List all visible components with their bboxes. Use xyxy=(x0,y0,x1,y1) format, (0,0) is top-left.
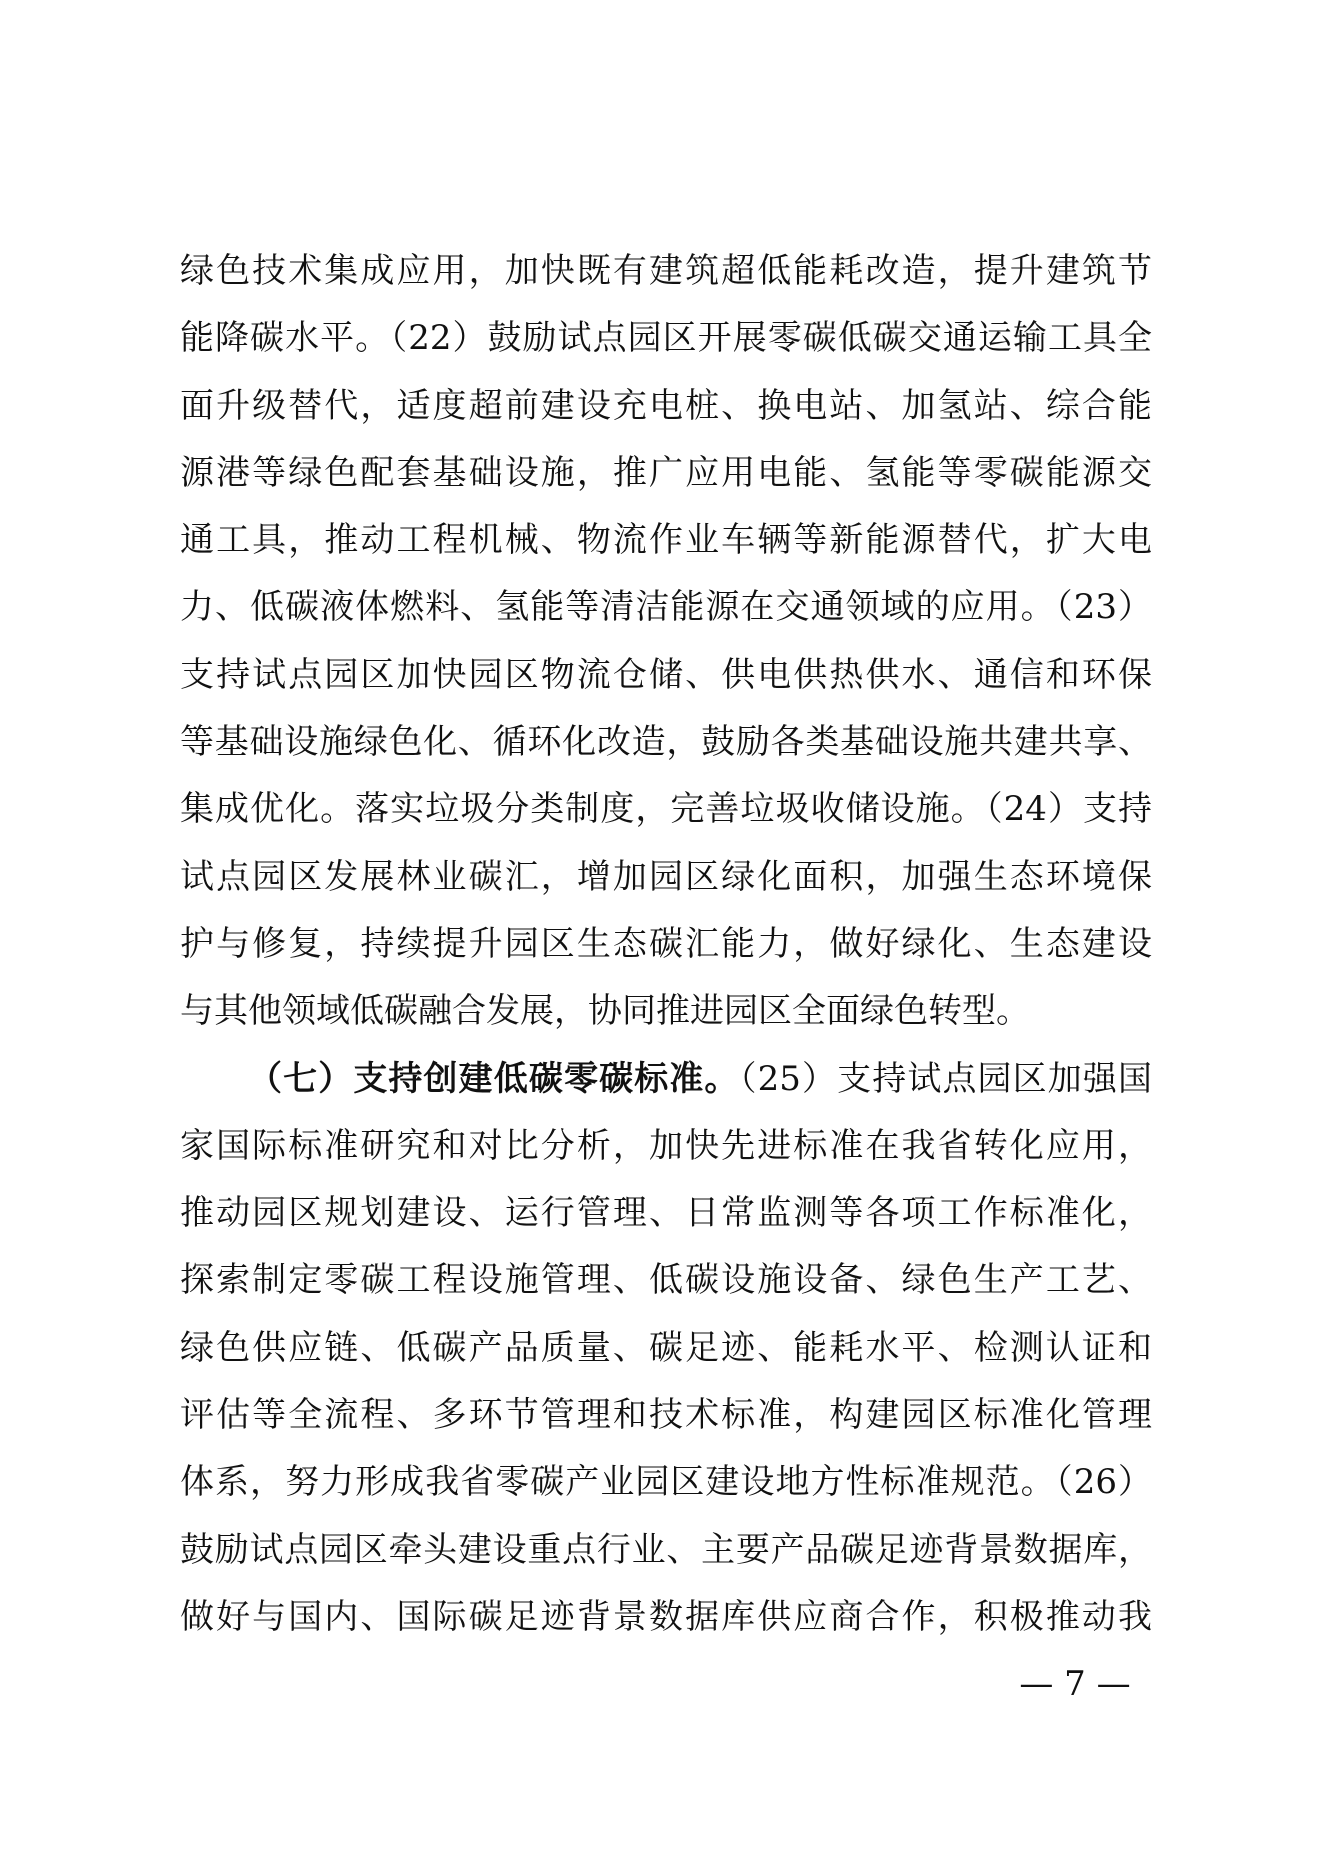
body-line: 推动园区规划建设、运行管理、日常监测等各项工作标准化， xyxy=(180,1193,1152,1234)
section-heading: （七）支持创建低碳零碳标准。 xyxy=(248,1058,740,1099)
body-line: 鼓励试点园区牵头建设重点行业、主要产品碳足迹背景数据库， xyxy=(180,1529,1152,1570)
body-line: 支持试点园区加快园区物流仓储、供电供热供水、通信和环保 xyxy=(180,654,1152,695)
body-line: 体系，努力形成我省零碳产业园区建设地方性标准规范。（26） xyxy=(180,1462,1152,1503)
body-line: 做好与国内、国际碳足迹背景数据库供应商合作，积极推动我 xyxy=(180,1596,1152,1637)
section-heading-rest: （25）支持试点园区加强国 xyxy=(739,1058,1152,1099)
body-line: 源港等绿色配套基础设施，推广应用电能、氢能等零碳能源交 xyxy=(180,452,1152,493)
body-line: 家国际标准研究和对比分析，加快先进标准在我省转化应用， xyxy=(180,1125,1152,1166)
body-line: 与其他领域低碳融合发展，协同推进园区全面绿色转型。 xyxy=(180,991,1030,1032)
body-line: 能降碳水平。（22）鼓励试点园区开展零碳低碳交通运输工具全 xyxy=(180,318,1152,359)
body-line: 面升级替代，适度超前建设充电桩、换电站、加氢站、综合能 xyxy=(180,385,1152,426)
document-body xyxy=(180,238,1152,1651)
body-line: 试点园区发展林业碳汇，增加园区绿化面积，加强生态环境保 xyxy=(180,856,1152,897)
section-heading-line xyxy=(180,1046,1152,1113)
page-number: — 7 — xyxy=(1019,1664,1131,1704)
body-line: 绿色供应链、低碳产品质量、碳足迹、能耗水平、检测认证和 xyxy=(180,1327,1152,1368)
body-line: 集成优化。落实垃圾分类制度，完善垃圾收储设施。（24）支持 xyxy=(180,789,1152,830)
body-line: 评估等全流程、多环节管理和技术标准，构建园区标准化管理 xyxy=(180,1395,1152,1436)
body-line: 探索制定零碳工程设施管理、低碳设施设备、绿色生产工艺、 xyxy=(180,1260,1152,1301)
body-line: 力、低碳液体燃料、氢能等清洁能源在交通领域的应用。（23） xyxy=(180,587,1152,628)
body-line: 通工具，推动工程机械、物流作业车辆等新能源替代，扩大电 xyxy=(180,520,1152,561)
body-line: 护与修复，持续提升园区生态碳汇能力，做好绿化、生态建设 xyxy=(180,923,1152,964)
body-line: 等基础设施绿色化、循环化改造，鼓励各类基础设施共建共享、 xyxy=(180,722,1152,763)
body-line: 绿色技术集成应用，加快既有建筑超低能耗改造，提升建筑节 xyxy=(180,251,1152,291)
